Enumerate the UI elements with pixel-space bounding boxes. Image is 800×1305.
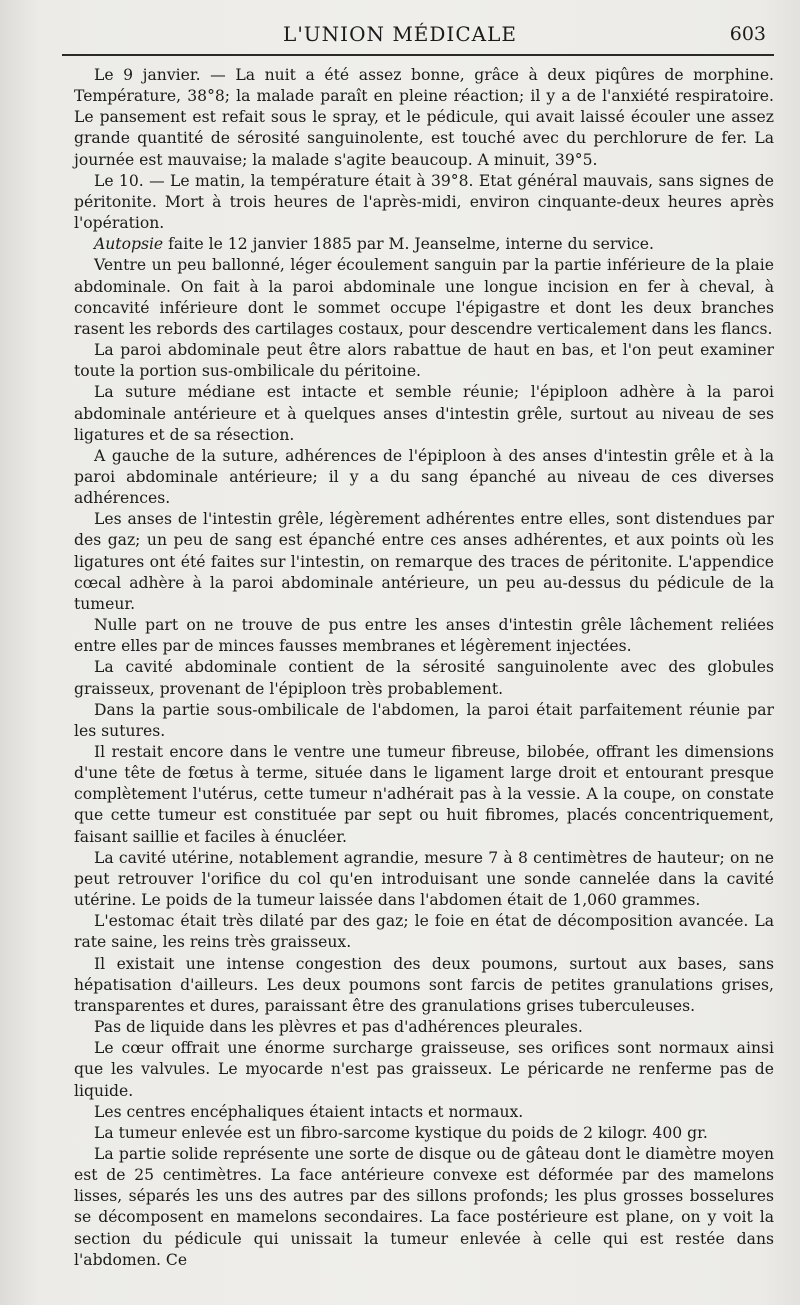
paragraph: Il restait encore dans le ventre une tumeur fibreuse, bilobée, offrant les dimensions d'une tête de fœtus à terme, située dans le ligament large droit et entourant presque complètement l'utérus, cette tumeur n'adhérait pas à la vessie. A la coupe, on constate que cette tumeur est constituée par sept ou huit fibromes, placés concentriquement, faisant saillie et faciles à énucléer. xyxy=(74,743,774,846)
paragraph: La suture médiane est intacte et semble réunie; l'épiploon adhère à la paroi abdominale antérieure et à quelques anses d'intestin grêle, surtout au niveau de ses ligatures et de sa résection. xyxy=(74,383,774,444)
paragraph: Le 9 janvier. — La nuit a été assez bonne, grâce à deux piqûres de morphine. Température, 38°8; la malade paraît en pleine réaction; il y a de l'anxiété respiratoire. Le pansement est refait sous le spray, et le pédicule, qui avait laissé écouler une assez grande quantité de sérosité sanguinolente, est touché avec du perchlorure de fer. La journée est mauvaise; la malade s'agite beaucoup. A minuit, 39°5. xyxy=(74,66,774,169)
running-title: L'UNION MÉDICALE xyxy=(283,22,517,46)
paragraph: Les anses de l'intestin grêle, légèrement adhérentes entre elles, sont distendues par des gaz; un peu de sang est épanché entre ces anses adhérentes, et aux points où les ligatures ont été faites sur l'intestin, on remarque des traces de péritonite. L'appendice cœcal adhère à la paroi abdominale antérieure, un peu au-dessus du pédicule de la tumeur. xyxy=(74,510,774,613)
autopsy-text: faite le 12 janvier 1885 par M. Jeanselme, interne du service. xyxy=(163,235,654,254)
paragraph: Les centres encéphaliques étaient intacts et normaux. xyxy=(94,1102,524,1121)
paragraph: Le 10. — Le matin, la température était à 39°8. Etat général mauvais, sans signes de péritonite. Mort à trois heures de l'après-midi, environ cinquante-deux heures après l'opération. xyxy=(74,171,774,233)
autopsy-lead: Autopsie xyxy=(94,235,164,254)
paragraph: La cavité abdominale contient de la sérosité sanguinolente avec des globules graisseux, provenant de l'épiploon très probablement. xyxy=(74,658,774,698)
paragraph: Pas de liquide dans les plèvres et pas d'adhérences pleurales. xyxy=(94,1018,583,1037)
paragraph: Le cœur offrait une énorme surcharge graisseuse, ses orifices sont normaux ainsi que les valvules. Le myocarde n'est pas graisseux. Le péricarde ne renferme pas de liquide. xyxy=(74,1039,774,1100)
paragraph: La tumeur enlevée est un fibro-sarcome kystique du poids de 2 kilogr. 400 gr. xyxy=(94,1123,708,1142)
paragraph-autopsy xyxy=(74,234,774,255)
paragraph: La partie solide représente une sorte de disque ou de gâteau dont le diamètre moyen est de 25 centimètres. La face antérieure convexe est déformée par des mamelons lisses, séparés les uns des autres par des sillons profonds; les plus grosses bosselures se décomposent en mamelons secondaires. La face postérieure est plane, on y voit la section du pédicule qui unissait la tumeur enlevée à celle qui est restée dans l'abdomen. Ce xyxy=(74,1144,774,1269)
paragraph: Ventre un peu ballonné, léger écoulement sanguin par la partie inférieure de la plaie abdominale. On fait à la paroi abdominale une longue incision en fer à cheval, à concavité inférieure dont le sommet occupe l'épigastre et dont les deux branches rasent les rebords des cartilages costaux, pour descendre verticalement dans les flancs. xyxy=(74,256,774,338)
paragraph: L'estomac était très dilaté par des gaz; le foie en état de décomposition avancée. La rate saine, les reins très graisseux. xyxy=(74,912,774,952)
header-rule xyxy=(62,54,774,56)
page-header xyxy=(0,22,800,52)
body-text xyxy=(74,65,774,1271)
paragraph: Il existait une intense congestion des deux poumons, surtout aux bases, sans hépatisation d'ailleurs. Les deux poumons sont farcis de petites granulations grises, transparentes et dures, paraissant être des granulations grises tuberculeuses. xyxy=(74,954,774,1015)
paragraph: A gauche de la suture, adhérences de l'épiploon à des anses d'intestin grêle et à la paroi abdominale antérieure; il y a du sang épanché au niveau de ces diverses adhérences. xyxy=(74,446,774,508)
paragraph: Dans la partie sous-ombilicale de l'abdomen, la paroi était parfaitement réunie par les sutures. xyxy=(74,700,774,740)
paragraph: Nulle part on ne trouve de pus entre les anses d'intestin grêle lâchement reliées entre elles par de minces fausses membranes et légèrement injectées. xyxy=(74,616,774,656)
page-number: 603 xyxy=(729,23,766,45)
paragraph: La cavité utérine, notablement agrandie, mesure 7 à 8 centimètres de hauteur; on ne peut retrouver l'orifice du col qu'en introduisant une sonde cannelée dans la cavité utérine. Le poids de la tumeur laissée dans l'abdomen était de 1,060 grammes. xyxy=(74,848,774,910)
paragraph: La paroi abdominale peut être alors rabattue de haut en bas, et l'on peut examiner toute la portion sus-ombilicale du péritoine. xyxy=(74,341,774,381)
